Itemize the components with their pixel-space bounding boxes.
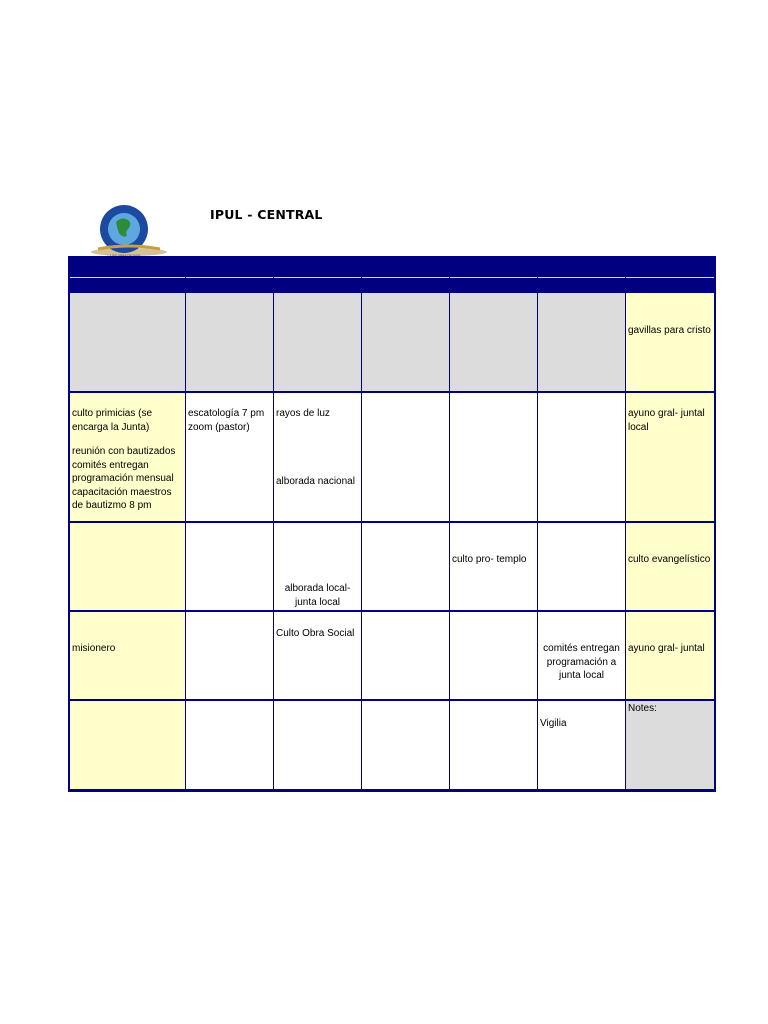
notes-cell: [626, 701, 714, 789]
day-cell: [362, 701, 449, 789]
event-text: culto evangelístico: [628, 554, 711, 565]
day-cell: [362, 393, 449, 521]
calendar-title-bar: [68, 256, 716, 276]
day-cell: [186, 701, 273, 789]
day-cell: [362, 612, 449, 699]
day-cell: [274, 393, 361, 521]
day-cell: [274, 701, 361, 789]
day-cell: [450, 393, 537, 521]
day-cell: [274, 293, 361, 391]
church-logo: [88, 204, 170, 260]
event-text: misionero: [72, 643, 116, 654]
day-header: [450, 277, 537, 292]
day-cell: [626, 523, 714, 610]
calendar-grid: [68, 256, 716, 792]
day-cell: [186, 393, 273, 521]
event-text: alborada nacional: [276, 476, 355, 487]
day-cell: [450, 701, 537, 789]
day-header: [538, 277, 625, 292]
day-cell: [538, 701, 625, 789]
event-text: comités entregan programación a junta local: [543, 643, 620, 681]
day-cell: [70, 293, 185, 391]
event-text: escatología 7 pm zoom (pastor): [188, 408, 265, 433]
event-text: Culto Obra Social: [276, 628, 355, 639]
day-header: [70, 277, 185, 292]
notes-label: Notes:: [628, 703, 657, 714]
day-cell: [626, 612, 714, 699]
day-header: [362, 277, 449, 292]
event-text: ayuno gral- juntal: [628, 643, 705, 654]
day-cell: [186, 612, 273, 699]
event-text: culto pro- templo: [452, 554, 527, 565]
day-cell: [70, 523, 185, 610]
day-cell: [70, 612, 185, 699]
day-cell: [538, 612, 625, 699]
event-text: gavillas para cristo: [628, 325, 711, 336]
day-cell: [274, 612, 361, 699]
page-title: IPUL - CENTRAL: [210, 207, 323, 222]
event-text: rayos de luz: [276, 408, 330, 419]
day-cell: [450, 293, 537, 391]
day-cell: [450, 612, 537, 699]
day-cell: [186, 293, 273, 391]
day-cell: [274, 523, 361, 610]
day-cell: [362, 523, 449, 610]
event-text: ayuno gral- juntal local: [628, 408, 705, 433]
day-cell: [70, 701, 185, 789]
day-cell: [538, 293, 625, 391]
event-text: alborada local- junta local: [284, 583, 351, 608]
day-header: [626, 277, 714, 292]
day-cell: [626, 293, 714, 391]
day-cell: [538, 393, 625, 521]
day-cell: [538, 523, 625, 610]
day-cell: [186, 523, 273, 610]
event-text: culto primicias (se encarga la Junta): [72, 408, 153, 433]
day-cell: [70, 393, 185, 521]
day-cell: [450, 523, 537, 610]
day-header: [186, 277, 273, 292]
event-text: reunión con bautizados comités entregan programación mensual capacitación maestros de bautizmo 8 pm: [72, 446, 176, 511]
event-text: Vigilia: [540, 718, 567, 729]
day-cell: [626, 393, 714, 521]
day-header: [274, 277, 361, 292]
day-cell: [362, 293, 449, 391]
